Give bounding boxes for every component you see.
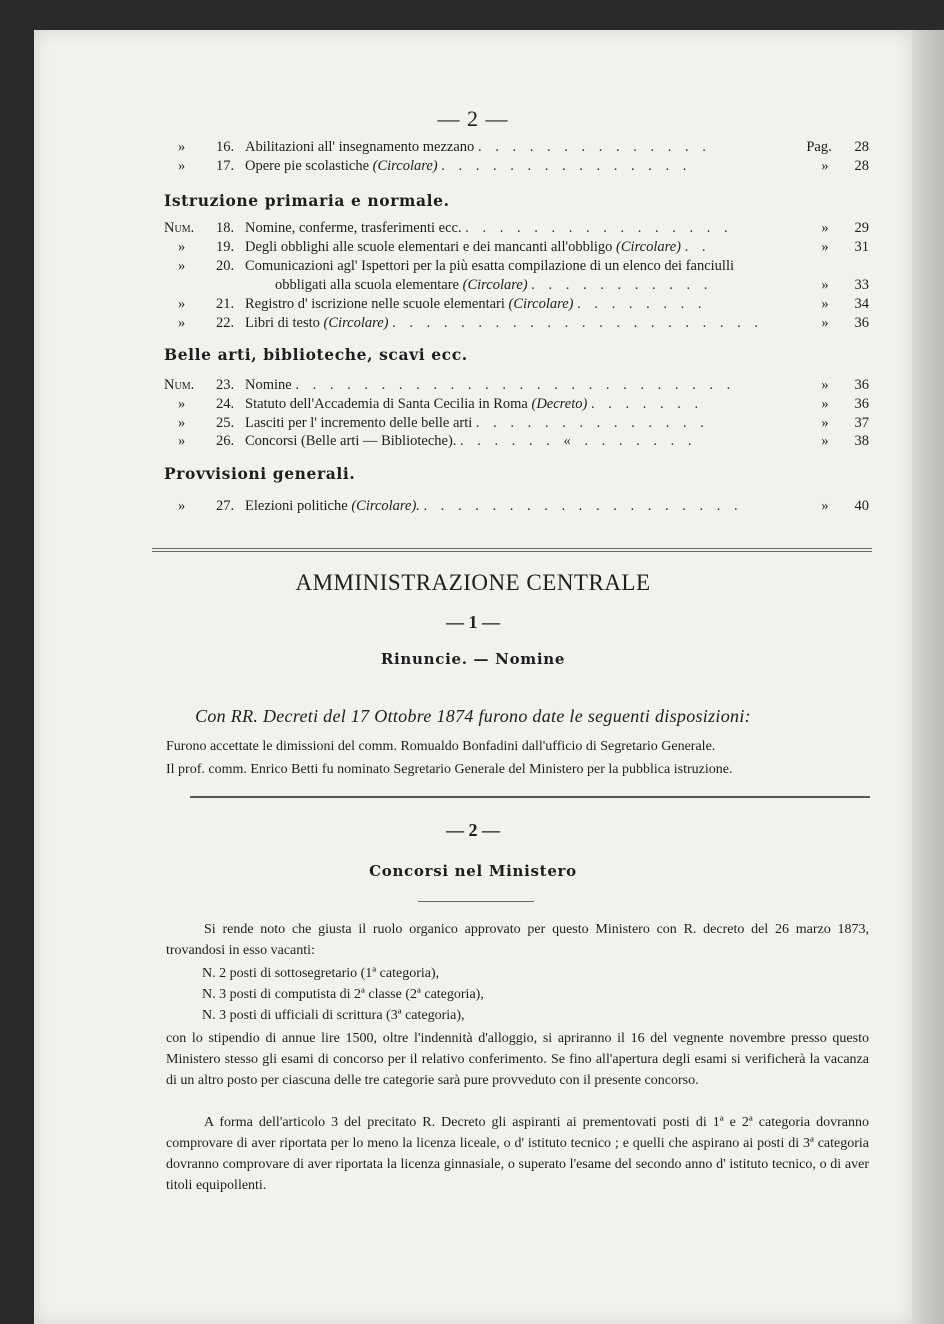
entry-page: 28 xyxy=(854,158,869,174)
toc-row xyxy=(164,432,869,451)
entry-page: 31 xyxy=(854,239,869,255)
divider xyxy=(152,551,872,552)
entry-number: 16. xyxy=(216,139,235,155)
page-label: Pag. xyxy=(806,139,832,155)
ditto-mark: » xyxy=(821,158,829,174)
section-number: — 1 — xyxy=(446,612,500,632)
entry-number: 18. xyxy=(216,220,235,236)
toc-row xyxy=(164,157,869,176)
ditto-mark: » xyxy=(178,415,186,431)
main-title: AMMINISTRAZIONE CENTRALE xyxy=(295,570,651,595)
entry-number: 20. xyxy=(216,258,235,274)
ditto-mark: » xyxy=(178,498,186,514)
ditto-mark: » xyxy=(821,220,829,236)
document-page xyxy=(34,30,912,1324)
entry-page: 37 xyxy=(854,415,869,431)
entry-number: 19. xyxy=(216,239,235,255)
entry-page: 34 xyxy=(854,296,869,312)
entry-number: 25. xyxy=(216,415,235,431)
section-number: — 2 — xyxy=(446,820,500,840)
ditto-mark: » xyxy=(178,433,186,449)
divider xyxy=(190,796,870,798)
entry-page: 38 xyxy=(854,433,869,449)
entry-page: 28 xyxy=(854,139,869,155)
ditto-mark: » xyxy=(178,239,186,255)
ditto-mark: » xyxy=(178,258,186,274)
entry-number: 22. xyxy=(216,315,235,331)
toc-row xyxy=(164,276,869,295)
entry-title-continued: obbligati alla scuola elementare (Circolare) . . . . . . . . . . . xyxy=(275,277,713,293)
ditto-mark: » xyxy=(178,396,186,412)
list-item: N. 2 posti di sottosegretario (1ª categoria), xyxy=(202,966,440,981)
entry-title: Libri di testo (Circolare) . . . . . . . . . . . . . . . . . . . . . . xyxy=(245,315,764,331)
ditto-mark: » xyxy=(821,396,829,412)
entry-page: 36 xyxy=(854,377,869,393)
section-heading: Provvisioni generali. xyxy=(164,464,356,483)
entry-title: Nomine, conferme, trasferimenti ecc. . . . . . . . . . . . . . . . . xyxy=(245,220,733,236)
entry-title: Opere pie scolastiche (Circolare) . . . . . . . . . . . . . . . xyxy=(245,158,692,174)
entry-page: 36 xyxy=(854,396,869,412)
entry-title: Statuto dell'Accademia di Santa Cecilia in Roma (Decreto) . . . . . . . xyxy=(245,396,704,412)
ditto-mark: » xyxy=(821,296,829,312)
paragraph: Si rende noto che giusta il ruolo organico approvato per questo Ministero con R. decreto del 26 marzo 1873, trovandosi in esso vacanti: xyxy=(166,922,869,958)
toc-row xyxy=(164,257,869,276)
toc-row xyxy=(164,219,869,238)
ditto-mark: » xyxy=(821,415,829,431)
toc-row xyxy=(164,395,869,414)
entry-title: Registro d' iscrizione nelle scuole elementari (Circolare) . . . . . . . . xyxy=(245,296,707,312)
entry-title: Abilitazioni all' insegnamento mezzano . . . . . . . . . . . . . . xyxy=(245,139,711,155)
entry-number: 23. xyxy=(216,377,235,393)
entry-page: 36 xyxy=(854,315,869,331)
short-divider xyxy=(418,901,534,902)
entry-number: 17. xyxy=(216,158,235,174)
num-label: Num. xyxy=(164,377,195,393)
entry-number: 27. xyxy=(216,498,235,514)
ditto-mark: » xyxy=(821,498,829,514)
ditto-mark: » xyxy=(821,433,829,449)
entry-title: Degli obblighi alle scuole elementari e dei mancanti all'obbligo (Circolare) . . xyxy=(245,239,711,255)
ditto-mark: » xyxy=(178,315,186,331)
ditto-mark: » xyxy=(178,158,186,174)
ditto-mark: » xyxy=(178,139,186,155)
section-heading: Concorsi nel Ministero xyxy=(369,862,577,880)
paragraph: A forma dell'articolo 3 del precitato R. Decreto gli aspiranti ai prementovati posti di 1ª e 2ª categoria dovranno comprovare di aver riportata per lo meno la licenza liceale, o d' istituto tecnico ; e quelli che aspirano ai posti di 3ª categoria dovranno comprovare di aver riportata la licenza ginnasiale, o superato l'esame del secondo anno d' istituto tecnico, o di aver titoli equipollenti. xyxy=(166,1115,869,1193)
entry-title: Nomine . . . . . . . . . . . . . . . . . . . . . . . . . . xyxy=(245,377,736,393)
toc-row xyxy=(164,314,869,333)
entry-number: 26. xyxy=(216,433,235,449)
page-number: — 2 — xyxy=(437,106,509,131)
ditto-mark: » xyxy=(821,315,829,331)
entry-title: Concorsi (Belle arti — Biblioteche). . . . . . . « . . . . . . . xyxy=(245,433,697,449)
entry-page: 29 xyxy=(854,220,869,236)
entry-page: 40 xyxy=(854,498,869,514)
divider xyxy=(152,548,872,549)
list-item: N. 3 posti di computista di 2ª classe (2ª categoria), xyxy=(202,987,484,1002)
list-item: N. 3 posti di ufficiali di scrittura (3ª categoria), xyxy=(202,1008,465,1023)
paragraph: Il prof. comm. Enrico Betti fu nominato Segretario Generale del Ministero per la pubblica istruzione. xyxy=(166,762,733,777)
toc-row xyxy=(164,414,869,433)
entry-title: Lasciti per l' incremento delle belle arti . . . . . . . . . . . . . . xyxy=(245,415,709,431)
paragraph: con lo stipendio di annue lire 1500, oltre l'indennità d'alloggio, si apriranno il 16 del vegnente novembre presso questo Ministero stesso gli esami di concorso per il relativo conferimento. Se fino all'apertura degli esami si verificherà la vacanza di un altro posto per ciascuna delle tre categorie sarà pure provveduto con il presente concorso. xyxy=(166,1031,869,1088)
num-label: Num. xyxy=(164,220,195,236)
entry-page: 33 xyxy=(854,277,869,293)
entry-number: 21. xyxy=(216,296,235,312)
entry-title: Elezioni politiche (Circolare). . . . . . . . . . . . . . . . . . . . xyxy=(245,498,743,514)
decree-line: Con RR. Decreti del 17 Ottobre 1874 furono date le seguenti disposizioni: xyxy=(195,706,751,726)
toc-row xyxy=(164,138,869,157)
ditto-mark: » xyxy=(821,377,829,393)
entry-number: 24. xyxy=(216,396,235,412)
ditto-mark: » xyxy=(178,296,186,312)
ditto-mark: » xyxy=(821,277,829,293)
toc-row xyxy=(164,238,869,257)
section-heading: Belle arti, biblioteche, scavi ecc. xyxy=(164,345,468,364)
paragraph: Furono accettate le dimissioni del comm. Romualdo Bonfadini dall'ufficio di Segretario Generale. xyxy=(166,739,716,754)
section-heading: Rinuncie. — Nomine xyxy=(380,650,566,668)
toc-row xyxy=(164,497,869,516)
entry-title: Comunicazioni agl' Ispettori per la più esatta compilazione di un elenco dei fanciulli xyxy=(245,258,735,274)
ditto-mark: » xyxy=(821,239,829,255)
toc-row xyxy=(164,376,869,395)
toc-row xyxy=(164,295,869,314)
section-heading: Istruzione primaria e normale. xyxy=(164,191,450,210)
